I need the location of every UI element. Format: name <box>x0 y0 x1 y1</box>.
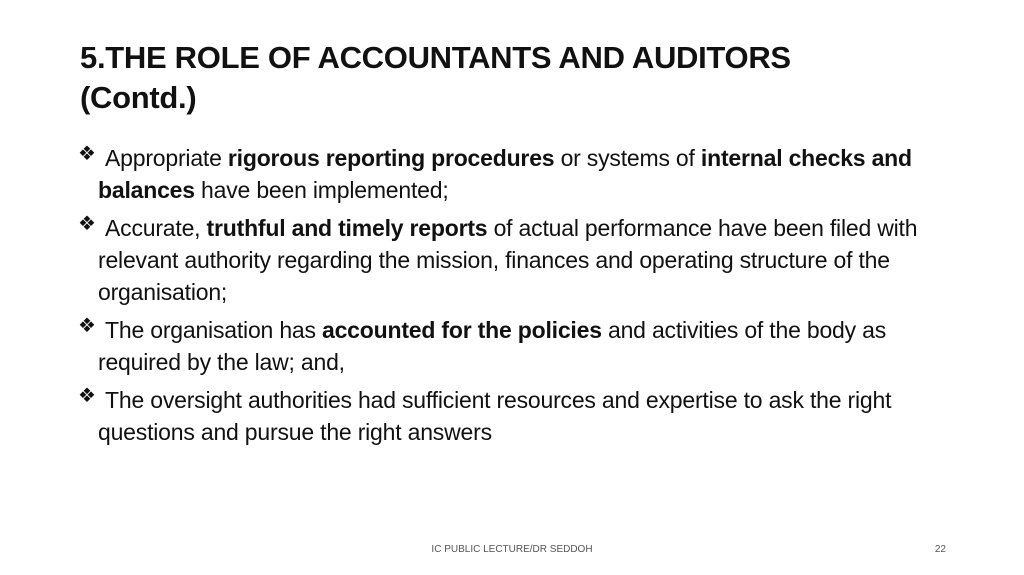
bullet-item <box>78 212 958 308</box>
four-diamond-bullet-icon: ❖ <box>78 385 96 407</box>
bullet-text <box>98 387 891 445</box>
bullet-segment: The organisation has <box>105 317 322 343</box>
bullet-emphasis: accounted for the policies <box>322 317 602 343</box>
page-number: 22 <box>934 544 946 555</box>
bullet-emphasis: truthful and timely reports <box>206 215 488 241</box>
four-diamond-bullet-icon: ❖ <box>78 213 96 235</box>
bullet-segment: or systems of <box>554 145 701 171</box>
bullet-list <box>78 142 958 454</box>
bullet-segment: have been implemented; <box>194 177 449 203</box>
bullet-item <box>78 142 958 206</box>
bullet-segment: and activities of the body as required by the law; and, <box>98 317 887 375</box>
bullet-text <box>98 145 912 203</box>
slide-title-line-1: 5.THE ROLE OF ACCOUNTANTS AND AUDITORS <box>80 40 791 75</box>
four-diamond-bullet-icon: ❖ <box>78 315 96 337</box>
bullet-segment: Appropriate <box>105 145 228 171</box>
slide-title-line-2: (Contd.) <box>80 80 197 115</box>
bullet-text <box>98 215 917 305</box>
bullet-segment: Accurate, <box>105 215 207 241</box>
slide-footer: IC PUBLIC LECTURE/DR SEDDOH <box>431 544 593 555</box>
bullet-item <box>78 384 958 448</box>
four-diamond-bullet-icon: ❖ <box>78 143 96 165</box>
slide-title <box>80 38 960 118</box>
bullet-text <box>98 317 886 375</box>
bullet-emphasis: rigorous reporting procedures <box>227 145 555 171</box>
bullet-segment: of actual performance have been filed with relevant authority regarding the mission, finances and operating structure of the organisation; <box>98 215 918 305</box>
bullet-emphasis: internal checks and balances <box>98 145 912 203</box>
bullet-segment: The oversight authorities had sufficient resources and expertise to ask the right questions and pursue the right answers <box>98 387 892 445</box>
bullet-item <box>78 314 958 378</box>
